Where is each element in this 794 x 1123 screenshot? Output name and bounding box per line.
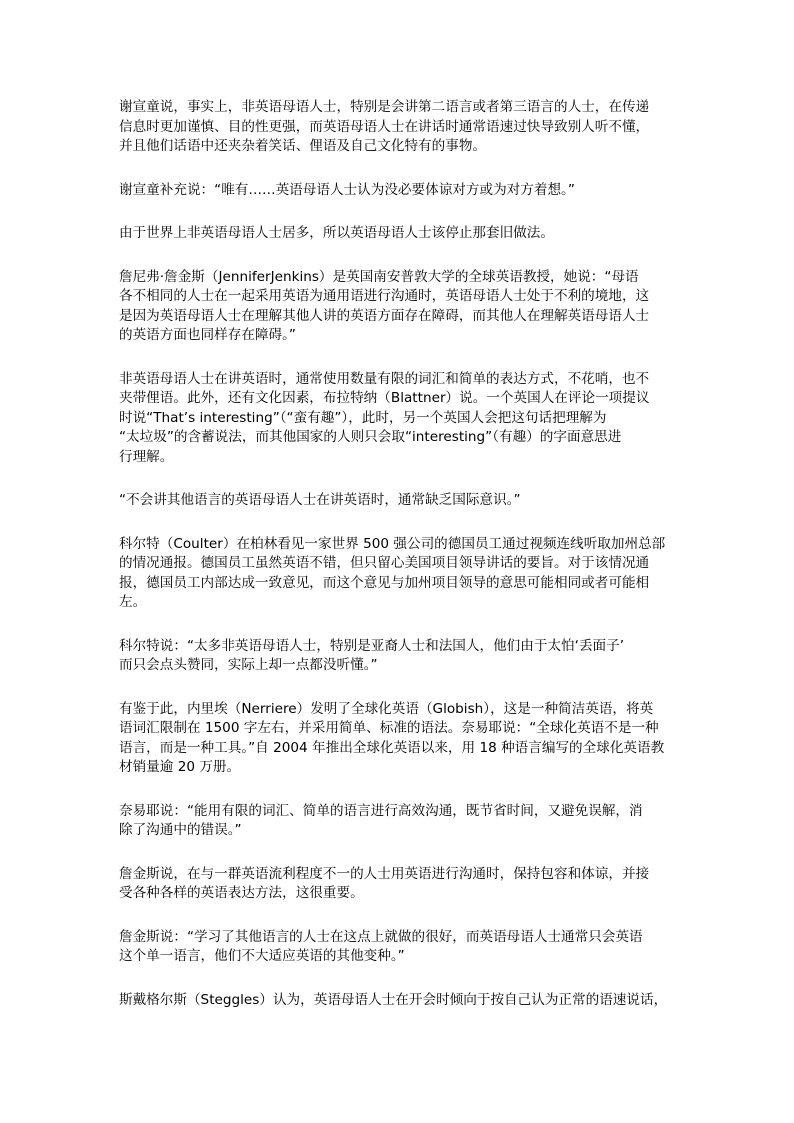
- paragraph: [119, 491, 689, 511]
- document-body: [119, 98, 689, 1034]
- paragraph: [119, 865, 689, 904]
- text-line: 材销量逾 20 万册。: [119, 759, 241, 775]
- text-line: 语言，而是一种工具。”自 2004 年推出全球化英语以来，用 18 种语言编写的全球化英语教: [119, 739, 665, 756]
- text-line: 詹金斯说：“学习了其他语言的人士在这点上就做的很好，而英语母语人士通常只会英语: [119, 928, 643, 945]
- text-line: 有鉴于此，内里埃（Nerriere）发明了全球化英语（Globish），这是一种简洁英语，将英: [119, 700, 654, 717]
- text-line: 而只会点头赞同，实际上却一点都没听懂。”: [119, 657, 378, 673]
- text-line: 科尔特说：“太多非英语母语人士，特别是亚裔人士和法国人，他们由于太怕‘丢面子’: [119, 637, 625, 654]
- text-line: 詹金斯说，在与一群英语流利程度不一的人士用英语进行沟通时，保持包容和体谅，并接: [119, 865, 650, 882]
- text-line: 的英语方面也同样存在障碍。”: [119, 327, 296, 343]
- text-line: 报，德国员工内部达成一致意见，而这个意见与加州项目领导的意思可能相同或者可能相: [119, 574, 650, 591]
- text-line: 除了沟通中的错误。”: [119, 822, 242, 838]
- text-line: 受各种各样的英语表达方法，这很重要。: [119, 885, 364, 901]
- text-line: 的情况通报。德国员工虽然英语不错，但只留心美国项目领导讲话的要旨。对于该情况通: [119, 555, 650, 571]
- paragraph: [119, 98, 689, 157]
- paragraph: [119, 991, 689, 1011]
- paragraph: [119, 535, 689, 613]
- text-line: 奈易耶说：“能用有限的词汇、简单的语言进行高效沟通，既节省时间，又避免误解，消: [119, 802, 643, 819]
- paragraph: [119, 802, 689, 841]
- text-line: 谢宣童补充说：“唯有……英语母语人士认为没必要体谅对方或为对方着想。”: [119, 181, 575, 198]
- text-line: 各不相同的人士在一起采用英语为通用语进行沟通时，英语母语人士处于不利的境地，这: [119, 288, 650, 304]
- paragraph: [119, 637, 689, 676]
- paragraph: [119, 928, 689, 967]
- paragraph: [119, 268, 689, 346]
- text-line: 由于世界上非英语母语人士居多，所以英语母语人士该停止那套旧做法。: [119, 225, 554, 241]
- text-line: “不会讲其他语言的英语母语人士在讲英语时，通常缺乏国际意识。”: [119, 492, 521, 508]
- text-line: 并且他们话语中还夹杂着笑话、俚语及自己文化特有的事物。: [119, 138, 487, 154]
- paragraph: [119, 181, 689, 201]
- text-line: 斯戴格尔斯（Steggles）认为，英语母语人士在开会时倾向于按自己认为正常的语速说话，: [119, 991, 668, 1008]
- text-line: 时说“That’s interesting”（“蛮有趣”），此时，另一个英国人会把这句话把理解为: [119, 409, 607, 426]
- text-line: 詹尼弗·詹金斯（JenniferJenkins）是英国南安普敦大学的全球英语教授，她说：“母语: [119, 268, 639, 285]
- text-line: 语词汇限制在 1500 字左右，并采用简单、标准的语法。奈易耶说：“全球化英语不是一种: [119, 720, 659, 736]
- paragraph: [119, 370, 689, 468]
- text-line: 行理解。: [119, 448, 174, 465]
- text-line: 左。: [119, 594, 147, 610]
- text-line: 是因为英语母语人士在理解其他人讲的英语方面存在障碍，而其他人在理解英语母语人士: [119, 307, 650, 324]
- paragraph: [119, 224, 689, 244]
- text-line: 非英语母语人士在讲英语时，通常使用数量有限的词汇和简单的表达方式，不花哨，也不: [119, 370, 650, 387]
- text-line: 谢宣童说，事实上，非英语母语人士，特别是会讲第二语言或者第三语言的人士，在传递: [119, 99, 650, 115]
- paragraph: [119, 700, 689, 778]
- text-line: 科尔特（Coulter）在柏林看见一家世界 500 强公司的德国员工通过视频连线听取加州总部: [119, 535, 666, 552]
- text-line: “太垃圾”的含蓄说法，而其他国家的人则只会取“interesting”（有趣）的字面意思进: [119, 429, 622, 445]
- text-line: 夹带俚语。此外，还有文化因素，布拉特纳（Blattner）说。一个英国人在评论一项提议: [119, 390, 650, 406]
- text-line: 信息时更加谨慎、目的性更强，而英语母语人士在讲话时通常语速过快导致别人听不懂，: [119, 118, 650, 135]
- text-line: 这个单一语言，他们不大适应英语的其他变种。”: [119, 948, 405, 964]
